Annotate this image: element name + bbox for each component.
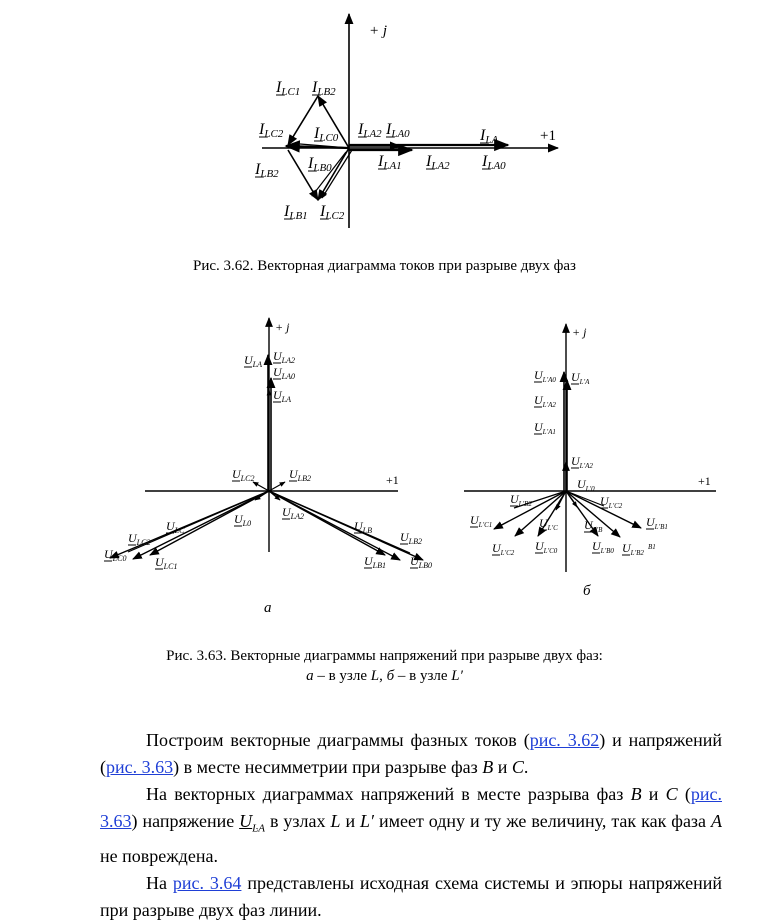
f362labels-label-7: $I_{LB2}$ bbox=[255, 161, 279, 180]
fig363-caption-line1: Рис. 3.63. Векторные диаграммы напряжений при разрыве двух фаз: bbox=[166, 648, 603, 664]
caption-text2: – в узле bbox=[394, 668, 452, 684]
f363alabels-label-0: $U_{LA}$ bbox=[244, 353, 263, 369]
f363blabels-label-6: $U_{L'B2}$ bbox=[510, 492, 532, 508]
f363alabels-label-5: $U_{LB2}$ bbox=[289, 467, 312, 483]
f362labels-label-4: $I_{LA2}$ bbox=[358, 121, 382, 140]
f363blabels-label-15: $U_{L'B2}$ bbox=[622, 541, 644, 557]
fig363a-letter: а bbox=[264, 600, 272, 616]
f363alabels-label-1: $U_{LA2}$ bbox=[273, 349, 296, 365]
fig363b-vector-labels bbox=[470, 368, 668, 557]
paragraph-1: Построим векторные диаграммы фазных токов (рис. 3.62) и напряжений (рис. 3.63) в месте несимметрии при разрыве фаз B и C. bbox=[100, 730, 722, 777]
f362labels-label-10: $I_{LA2}$ bbox=[426, 153, 450, 172]
f363blabels-label-13: $U_{L'C0}$ bbox=[535, 539, 558, 555]
f363alabels-label-6: $U_{LC}$ bbox=[166, 519, 185, 535]
fig363a-axis-labels bbox=[275, 320, 399, 487]
f363blabels-label-4: $U_{L'A2}$ bbox=[571, 454, 593, 470]
caption-b: б bbox=[386, 668, 395, 684]
link-fig364[interactable]: рис. 3.64 bbox=[172, 872, 242, 893]
f362labels-label-13: $I_{LC2}$ bbox=[320, 203, 345, 222]
f363alabels-label-4: $U_{LC2}$ bbox=[232, 467, 255, 483]
f363alabels-label-15: $U_{LB0}$ bbox=[410, 554, 433, 570]
fig363b-diagram bbox=[464, 324, 716, 572]
f363alabels-label-14: $U_{LB1}$ bbox=[364, 554, 387, 570]
f362labels-label-0: $I_{LC1}$ bbox=[276, 79, 301, 98]
fig363a-axis-1-label: +1 bbox=[386, 473, 399, 487]
f362labels-label-1: $I_{LB2}$ bbox=[312, 79, 336, 98]
f363blabels-label-5: $U_{L'0}$ bbox=[577, 477, 595, 493]
caption-Lprime: L′ bbox=[451, 668, 463, 684]
f363alabels-label-2: $U_{LA0}$ bbox=[273, 365, 296, 381]
link-fig363-2[interactable]: рис. 3.63 bbox=[100, 784, 722, 831]
fig363a-axis-j-label: + j bbox=[275, 320, 290, 334]
fig362-axis-1-label: +1 bbox=[540, 128, 556, 144]
f363blabels-label-16: B1 bbox=[648, 543, 656, 551]
f363alabels-label-3: $U_{LA}$ bbox=[273, 388, 292, 404]
body-text bbox=[100, 727, 722, 924]
f363blabels-label-2: $U_{L'A2}$ bbox=[534, 393, 556, 409]
f363blabels-label-10: $U_{L'B}$ bbox=[584, 518, 603, 534]
f363alabels-label-10: $U_{LC2}$ bbox=[128, 531, 151, 547]
f363alabels-label-8: $U_{LA2}$ bbox=[282, 505, 305, 521]
f362labels-label-12: $I_{LB1}$ bbox=[284, 203, 308, 222]
f363alabels-label-7: $U_{L0}$ bbox=[234, 512, 252, 528]
fig362-diagram bbox=[262, 14, 558, 228]
f363blabels-label-14: $U_{L'B0}$ bbox=[592, 539, 614, 555]
f363alabels-label-12: $U_{LC1}$ bbox=[155, 555, 178, 571]
fig363b-axis-1-label: +1 bbox=[698, 474, 711, 488]
f363blabels-label-11: $U_{L'B1}$ bbox=[646, 515, 668, 531]
link-fig363[interactable]: рис. 3.63 bbox=[106, 757, 174, 777]
caption-L: L bbox=[370, 668, 380, 684]
paragraph-3: На рис. 3.64 представлены исходная схема системы и эпюры напряжений при разрыве двух фаз линии. bbox=[100, 872, 722, 920]
f363alabels-label-11: $U_{LC0}$ bbox=[104, 547, 127, 563]
f363blabels-label-8: $U_{L'C1}$ bbox=[470, 513, 493, 529]
f362labels-label-9: $I_{LA1}$ bbox=[378, 153, 402, 172]
f363blabels-label-1: $U_{L'A}$ bbox=[571, 370, 590, 386]
f363blabels-label-9: $U_{L'C}$ bbox=[539, 516, 558, 532]
voltage-ULA: $U_{LA}$ bbox=[239, 811, 265, 835]
paragraph-2: На векторных диаграммах напряжений в месте разрыва фаз B и C (рис. 3.63) напряжение $U_{LA}$ в узлах L и L′ имеет одну и ту же величину, так как фаза А не повреждена. bbox=[100, 784, 722, 866]
f363blabels-label-7: $U_{L'C2}$ bbox=[600, 494, 623, 510]
f363alabels-label-9: $U_{LB}$ bbox=[354, 519, 373, 535]
fig362-axis-j-label: + j bbox=[369, 23, 388, 39]
f363blabels-label-0: $U_{L'A0}$ bbox=[534, 368, 556, 384]
f362labels-label-8: $I_{LB0}$ bbox=[308, 155, 332, 174]
fig362-labels bbox=[369, 23, 556, 144]
f363alabels-label-13: $U_{LB2}$ bbox=[400, 530, 423, 546]
f362labels-label-11: $I_{LA0}$ bbox=[482, 153, 506, 172]
f363blabels-label-12: $U_{L'C2}$ bbox=[492, 541, 515, 557]
fig363b-axis-j-label: + j bbox=[572, 325, 587, 339]
caption-sep: , bbox=[379, 668, 387, 684]
f362labels-label-6: $I_{LA}$ bbox=[480, 127, 499, 146]
caption-text1: – в узле bbox=[313, 668, 371, 684]
f362labels-label-3: $I_{LC0}$ bbox=[314, 125, 339, 144]
f363blabels-label-3: $U_{L'A1}$ bbox=[534, 420, 556, 436]
f362labels-label-5: $I_{LA0}$ bbox=[386, 121, 410, 140]
fig362-caption: Рис. 3.62. Векторная диаграмма токов при разрыве двух фаз bbox=[193, 258, 576, 274]
fig363a-diagram bbox=[110, 318, 423, 560]
link-fig362[interactable]: рис. 3.62 bbox=[529, 730, 600, 750]
fig363b-letter: б bbox=[583, 583, 591, 599]
fig363-caption-line2 bbox=[0, 668, 769, 685]
f362labels-label-2: $I_{LC2}$ bbox=[259, 121, 284, 140]
caption-a: а bbox=[306, 668, 314, 684]
